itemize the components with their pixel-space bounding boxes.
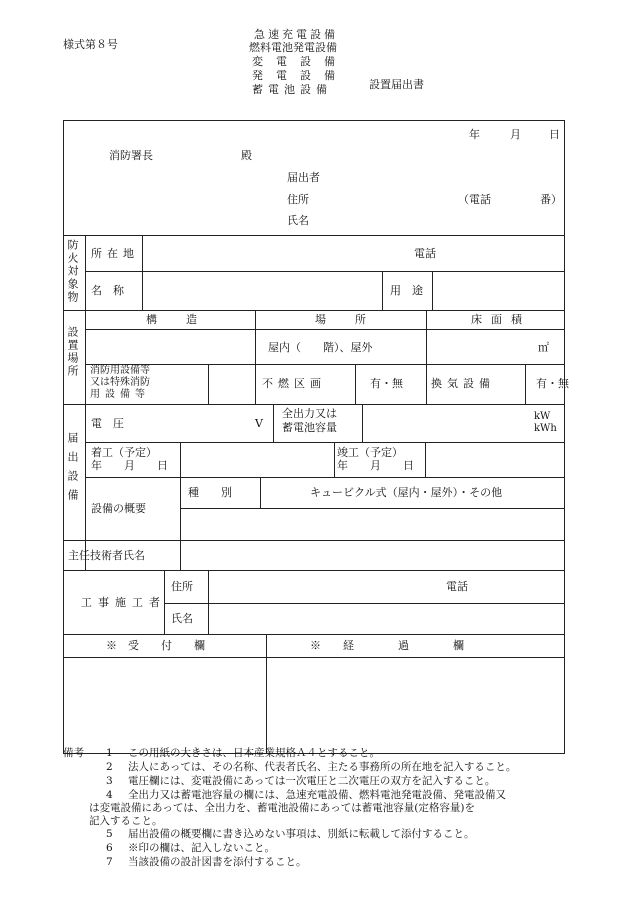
applicant-address-label: 住所 (287, 193, 309, 206)
type-value: キュービクル式（屋内・屋外）・その他 (310, 486, 503, 499)
zone-label-line1: 消防用設備等 (90, 365, 150, 376)
note-6-text: ※印の欄は、記入しないこと。 (128, 842, 275, 854)
note-4-num: 4 (106, 789, 113, 801)
indoor-outdoor: 屋内（ 階）、屋外 (268, 341, 373, 354)
structure-header: 構 造 (146, 313, 206, 326)
output-label-line2: 蓄電池容量 (282, 421, 337, 434)
fire-target-location-label: 所在地 (91, 247, 139, 260)
contractor-label: 工事施工者 (81, 596, 166, 609)
note-6-num: 6 (106, 842, 113, 854)
contractor-name-label: 氏名 (171, 612, 193, 625)
note-3-num: 3 (106, 775, 113, 787)
unit-kwh: kWh (534, 423, 557, 434)
title-suffix: 設置届出書 (369, 78, 424, 91)
receipt-header: ※ 受 付 欄 (106, 639, 205, 652)
output-label-line1: 全出力又は (282, 407, 337, 420)
note-1-text: この用紙の大きさは、日本産業規格Ａ４とすること。 (128, 747, 380, 759)
type-label: 種 別 (188, 486, 232, 499)
title-item-fuel-cell: 燃料電池発電設備 (249, 41, 337, 54)
contractor-phone-label: 電話 (446, 580, 468, 593)
note-2-text: 法人にあっては、その名称、代表者氏名、主たる事務所の所在地を記入すること。 (128, 761, 517, 773)
finish-label: 竣工（予定） (337, 446, 403, 459)
addressee: 消防署長 (109, 149, 153, 162)
form-number: 様式第８号 (63, 38, 118, 51)
ventilation-label: 換気設備 (431, 377, 495, 390)
outline-label: 設備の概要 (91, 502, 146, 515)
note-7-text: 当該設備の設計図書を添付すること。 (128, 856, 307, 868)
note-5-num: 5 (106, 828, 113, 840)
title-item-generator: 発電設備 (252, 69, 348, 82)
note-2-num: 2 (106, 761, 113, 773)
title-item-quick-charger: 急速充電設備 (254, 28, 338, 41)
zone-label-line3: 用設備等 (90, 389, 150, 400)
date-year: 年 (469, 128, 480, 141)
notes-label: 備考 (63, 747, 84, 759)
place-header: 場 所 (315, 313, 375, 326)
date-month: 月 (510, 128, 521, 141)
unit-kw: kW (534, 411, 551, 422)
title-item-substation: 変電設備 (252, 55, 348, 68)
section-install-place: 設置場所 (66, 326, 79, 378)
unit-m2: ㎡ (538, 341, 549, 354)
fireproof-label: 不燃区画 (262, 377, 326, 390)
start-label: 着工（予定） (91, 446, 157, 459)
contractor-address-label: 住所 (171, 580, 193, 593)
note-3-text: 電圧欄には、変電設備にあっては一次電圧と二次電圧の双方を記入すること。 (128, 775, 496, 787)
section-equipment: 届出設備 (66, 432, 79, 508)
floor-area-header: 床面積 (471, 313, 531, 326)
voltage-unit: V (255, 417, 263, 430)
zone-label-line2: 又は特殊消防 (90, 377, 150, 388)
phone-close: 番） (540, 193, 562, 206)
note-4-cont1: は変電設備にあっては、全出力を、蓄電池設備にあっては蓄電池容量(定格容量)を (89, 802, 475, 814)
section-fire-target: 防火対象物 (66, 239, 79, 304)
note-5-text: 届出設備の概要欄に書き込めない事項は、別紙に転載して添付すること。 (128, 828, 475, 840)
applicant-name-label: 氏名 (287, 214, 309, 227)
date-day: 日 (549, 128, 560, 141)
note-4-text: 全出力又は蓄電池容量の欄には、急速充電設備、燃料電池発電設備、発電設備又 (128, 789, 506, 801)
chief-engineer-label: 主任技術者氏名 (68, 549, 145, 562)
finish-date: 年 月 日 (337, 459, 414, 472)
applicant-label: 届出者 (287, 171, 320, 184)
note-7-num: 7 (106, 856, 113, 868)
honorific: 殿 (241, 149, 252, 162)
fire-target-use-label: 用 途 (390, 284, 423, 297)
ventilation-value: 有・無 (536, 377, 569, 390)
note-4-cont2: 記入すること。 (89, 815, 163, 827)
phone-open: （電話 (458, 193, 491, 206)
fire-target-name-label: 名 称 (91, 284, 124, 297)
start-date: 年 月 日 (91, 459, 168, 472)
note-1-num: 1 (106, 747, 113, 759)
fireproof-value: 有・無 (370, 377, 403, 390)
voltage-label: 電 圧 (91, 417, 124, 430)
progress-header: ※ 経 過 欄 (310, 639, 464, 652)
title-item-battery: 蓄電池設備 (252, 83, 332, 96)
fire-target-phone-label: 電話 (414, 247, 436, 260)
